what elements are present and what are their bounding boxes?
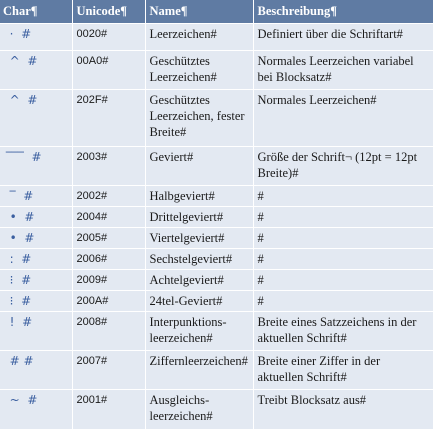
header-char: Char¶ <box>0 0 72 24</box>
char-cell: · # <box>0 24 72 51</box>
description-cell: Definiert über die Schriftart# <box>253 24 433 51</box>
name-cell: Ziffernleerzeichen# <box>145 351 253 390</box>
char-cell: # # <box>0 351 72 390</box>
table-row <box>0 51 433 90</box>
name-cell: Viertelgeviert# <box>145 228 253 249</box>
description-cell: # <box>253 291 433 312</box>
name-cell: Interpunktionsleerzeichen# <box>145 312 253 351</box>
char-cell: ⁝ # <box>0 291 72 312</box>
table-row <box>0 207 433 228</box>
table-row <box>0 90 433 147</box>
unicode-cell: 2002# <box>72 186 145 207</box>
name-cell: Halbgeviert# <box>145 186 253 207</box>
description-cell: Breite eines Satzzeichens in der aktuellen Schrift# <box>253 312 433 351</box>
unicode-cell: 00A0# <box>72 51 145 90</box>
name-cell: Sechstelgeviert# <box>145 249 253 270</box>
table-row <box>0 249 433 270</box>
char-cell: ‾‾‾ # <box>0 147 72 186</box>
unicode-cell: 0020# <box>72 24 145 51</box>
description-cell: Normales Leerzeichen variabel bei Blocksatz# <box>253 51 433 90</box>
table-header <box>0 0 433 24</box>
table-row <box>0 186 433 207</box>
char-cell: ‾ # <box>0 186 72 207</box>
description-cell: # <box>253 270 433 291</box>
char-cell: ⁝ # <box>0 270 72 291</box>
char-cell: : # <box>0 249 72 270</box>
table-row <box>0 291 433 312</box>
table-row <box>0 270 433 291</box>
name-cell: Geviert# <box>145 147 253 186</box>
description-cell: Größe der Schrift¬ (12pt = 12pt Breite)# <box>253 147 433 186</box>
char-cell: ^ # <box>0 90 72 147</box>
name-cell: Drittelgeviert# <box>145 207 253 228</box>
table-row <box>0 24 433 51</box>
unicode-cell: 202F# <box>72 90 145 147</box>
char-cell: • # <box>0 207 72 228</box>
table-row <box>0 390 433 429</box>
table-row <box>0 228 433 249</box>
name-cell: Achtelgeviert# <box>145 270 253 291</box>
table-row <box>0 312 433 351</box>
name-cell: Geschütztes Leerzeichen, fester Breite# <box>145 90 253 147</box>
char-cell: ! # <box>0 312 72 351</box>
unicode-cell: 200A# <box>72 291 145 312</box>
unicode-cell: 2008# <box>72 312 145 351</box>
description-cell: Normales Leerzeichen# <box>253 90 433 147</box>
table-row <box>0 147 433 186</box>
unicode-cell: 2009# <box>72 270 145 291</box>
name-cell: Geschütztes Leerzeichen# <box>145 51 253 90</box>
table-body <box>0 24 433 429</box>
table-row <box>0 351 433 390</box>
header-unicode: Unicode¶ <box>72 0 145 24</box>
description-cell: # <box>253 186 433 207</box>
description-cell: # <box>253 249 433 270</box>
char-cell: ~ # <box>0 390 72 429</box>
description-cell: Breite einer Ziffer in der aktuellen Schrift# <box>253 351 433 390</box>
name-cell: Ausgleichsleerzeichen# <box>145 390 253 429</box>
description-cell: # <box>253 228 433 249</box>
unicode-cell: 2007# <box>72 351 145 390</box>
unicode-cell: 2001# <box>72 390 145 429</box>
description-cell: Treibt Blocksatz aus# <box>253 390 433 429</box>
unicode-cell: 2004# <box>72 207 145 228</box>
header-row <box>0 0 433 24</box>
description-cell: # <box>253 207 433 228</box>
name-cell: Leerzeichen# <box>145 24 253 51</box>
unicode-cell: 2006# <box>72 249 145 270</box>
name-cell: 24tel-Geviert# <box>145 291 253 312</box>
unicode-cell: 2005# <box>72 228 145 249</box>
header-beschreibung: Beschreibung¶ <box>253 0 433 24</box>
unicode-cell: 2003# <box>72 147 145 186</box>
char-cell: ^ # <box>0 51 72 90</box>
header-name: Name¶ <box>145 0 253 24</box>
char-cell: • # <box>0 228 72 249</box>
